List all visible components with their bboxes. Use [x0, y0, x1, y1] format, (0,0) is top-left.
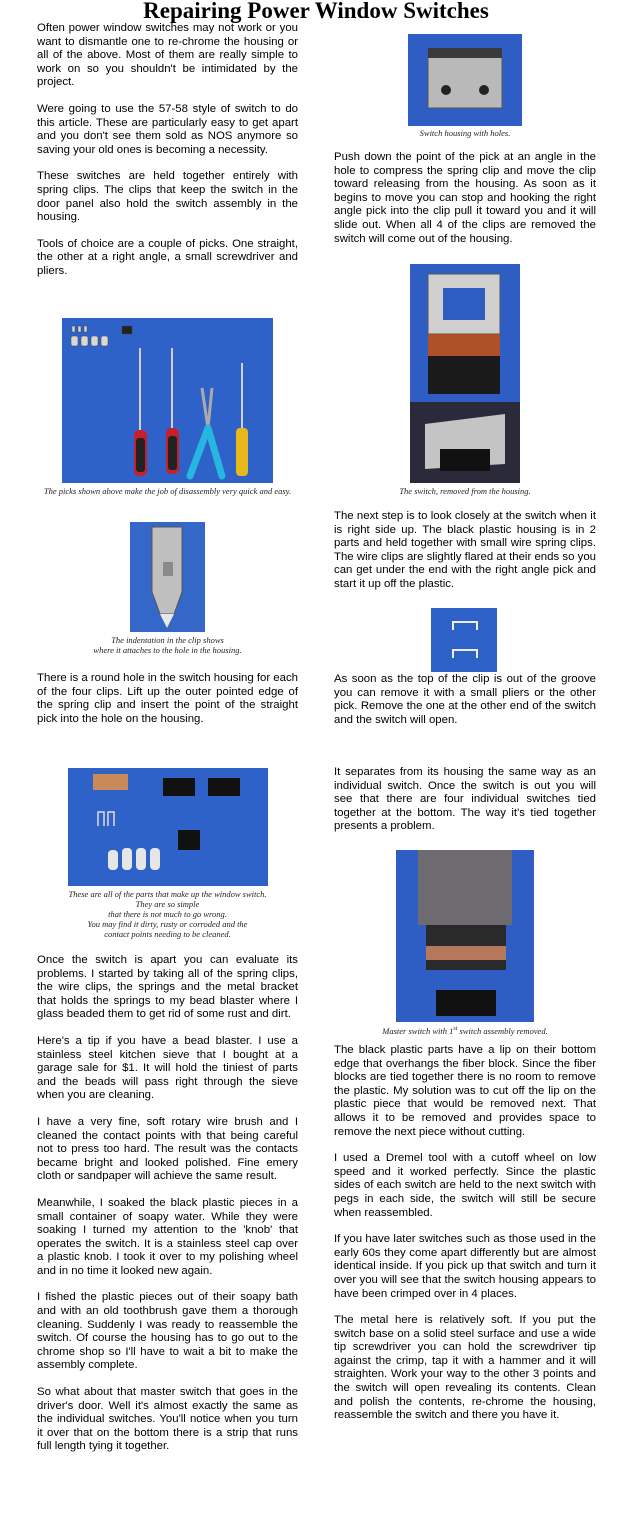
parts-caption-line: They are so simple — [135, 899, 200, 909]
paragraph: The next step is to look closely at the switch when it is right side up. The black plastic housing is in 2 parts and held together with small wire spring clips. The wire clips are slightly flared at their ends so you can get under the end with the right angle pick and start it up off the plastic. — [334, 510, 596, 590]
parts-caption-wrap — [37, 889, 298, 939]
switch-removed-photo — [410, 264, 520, 483]
switch-removed-illustration — [410, 264, 520, 483]
right-column-bottom-top — [334, 766, 596, 847]
master-caption-text: Master switch with 1 — [382, 1025, 454, 1036]
paragraph: It separates from its housing the same way as an individual switch. Once the switch is out you will see that there are four individual switches tied together at the bottom. The way it's tied together presents a problem. — [334, 766, 596, 833]
housing-illustration — [408, 34, 522, 126]
right-column-mid — [334, 510, 596, 605]
tools-photo — [62, 318, 273, 483]
page-title: Repairing Power Window Switches — [143, 0, 489, 23]
master-caption — [334, 1024, 596, 1036]
paragraph: The black plastic parts have a lip on their bottom edge that overhangs the fiber block. Since the fiber blocks are tied together there is no room to remove the plastic. My solution was to cut off the lip on the plastic piece that would be removed next. That allows it to be removed and provides space to remove the next piece without cutting. — [334, 1044, 596, 1138]
paragraph: Tools of choice are a couple of picks. One straight, the other at a right angle, a small screwdriver and pliers. — [37, 237, 298, 277]
clip-photo — [130, 522, 205, 632]
tools-illustration — [62, 318, 273, 483]
removed-caption: The switch, removed from the housing. — [399, 486, 531, 496]
paragraph: The metal here is relatively soft. If you put the switch base on a solid steel surface and use a wide tip screwdriver you can hold the screwdriver tip against the crimp, tap it with a hammer and it will straighten. Work your way to the other 3 points and the switch will open revealing its contents. Clean and polish the contents, re-chrome the housing, reassemble the switch and there you have it. — [334, 1314, 596, 1422]
spring-clip-illustration — [130, 522, 205, 632]
parts-photo — [68, 768, 268, 886]
parts-illustration — [68, 768, 268, 886]
parts-caption-line: These are all of the parts that make up the window switch. — [68, 889, 267, 899]
clip-caption-wrap — [37, 635, 298, 655]
paragraph: As soon as the top of the clip is out of the groove you can remove it with a small pliers or the other pick. Remove the one at the other end of the switch and the switch will open. — [334, 673, 596, 726]
right-column-bottom — [334, 1044, 596, 1436]
left-column-top — [37, 22, 298, 292]
paragraph: I have a very fine, soft rotary wire brush and I cleaned the contact points with that being careful not to press too hard. The result was the contacts became bright and looked polished. Fine emery cloth or sandpaper will achieve the same result. — [37, 1115, 298, 1183]
parts-caption-line: You may find it dirty, rusty or corroded and the — [87, 919, 248, 929]
paragraph: So what about that master switch that goes in the driver's door. Well it's almost exactly the same as the individual switches. You'll notice when you turn it over that on the bottom there is a strip that runs full length tying it together. — [37, 1386, 298, 1453]
wire-clips-illustration — [431, 608, 497, 672]
tools-caption-wrap — [37, 486, 298, 496]
clip-caption-line: where it attaches to the hole in the housing. — [93, 645, 242, 655]
housing-caption-wrap — [334, 128, 596, 138]
housing-photo — [408, 34, 522, 126]
paragraph: I fished the plastic pieces out of their soapy bath and with an old toothbrush gave them a thorough cleaning. Suddenly I was ready to reassemble the switch. Of course the housing has to go out to the chrome shop so I'll have to wait a bit to make the assembly complete. — [37, 1291, 298, 1372]
parts-caption-line: contact points needing to be cleaned. — [104, 929, 231, 939]
right-column-top — [334, 151, 596, 259]
master-caption-wrap — [334, 1024, 596, 1036]
right-column-mid2 — [334, 673, 596, 740]
paragraph: Push down the point of the pick at an angle in the hole to compress the spring clip and move the clip toward releasing from the housing. As soon as it begins to move you can stop and hooking the right angle pick into the clip pull it toward you and it will slide out. When all 4 of the clips are removed the switch will come out of the housing. — [334, 151, 596, 245]
paragraph: Were going to use the 57-58 style of switch to do this article. These are particularly easy to get apart and you don't see them sold as NOS anymore so saving your old ones is becoming a necessity. — [37, 102, 298, 156]
wire-clips-photo — [431, 608, 497, 672]
left-column-bottom — [37, 954, 298, 1467]
removed-caption-wrap — [334, 486, 596, 496]
paragraph: Once the switch is apart you can evaluate its problems. I started by taking all of the spring clips, the wire clips, the springs and the metal bracket that holds the springs to my bead blaster where I glass beaded them to get rid of some rust and dirt. — [37, 954, 298, 1021]
paragraph: I used a Dremel tool with a cutoff wheel on low speed and it worked perfectly. Since the plastic sides of each switch are held to the next switch with pegs in each side, the switch will still be secure when reassembled. — [334, 1152, 596, 1219]
master-caption-text-2: switch assembly removed. — [457, 1025, 548, 1036]
parts-caption-line: that there is not much to go wrong. — [108, 909, 227, 919]
master-switch-photo — [396, 850, 534, 1022]
left-column-mid — [37, 672, 298, 739]
master-switch-illustration — [396, 850, 534, 1022]
paragraph: Meanwhile, I soaked the black plastic pieces in a small container of soapy water. While they were soaking I turned my attention to the 'knob' that operates the switch. It is a stainless steel cap over a plastic knob. I took it over to my polishing wheel and in no time it looked new again. — [37, 1196, 298, 1277]
tools-caption: The picks shown above make the job of disassembly very quick and easy. — [43, 486, 292, 496]
master-caption-sup: st — [453, 1026, 458, 1032]
paragraph: If you have later switches such as those used in the early 60s they come apart differently but are almost identical inside. If you pick up that switch and turn it over you will see that the switch housing appears to have been crimped over in 4 places. — [334, 1233, 596, 1300]
paragraph: Here's a tip if you have a bead blaster. I use a stainless steel kitchen sieve that I bought at a garage sale for $1. It will hold the tiniest of parts and the beads will pass right through the sieve when you are cleaning. — [37, 1034, 298, 1102]
paragraph: Often power window switches may not work or you want to dismantle one to re-chrome the housing or all of the above. Most of them are really simple to work on so you shouldn't be intimidated by the project. — [37, 22, 298, 89]
paragraph: There is a round hole in the switch housing for each of the four clips. Lift up the outer pointed edge of the spring clip and insert the point of the straight pick into the hole on the housing. — [37, 672, 298, 725]
paragraph: These switches are held together entirely with spring clips. The clips that keep the switch in the door panel also hold the switch assembly in the housing. — [37, 170, 298, 224]
housing-caption: Switch housing with holes. — [419, 128, 511, 138]
clip-caption-line: The indentation in the clip shows — [111, 635, 224, 645]
